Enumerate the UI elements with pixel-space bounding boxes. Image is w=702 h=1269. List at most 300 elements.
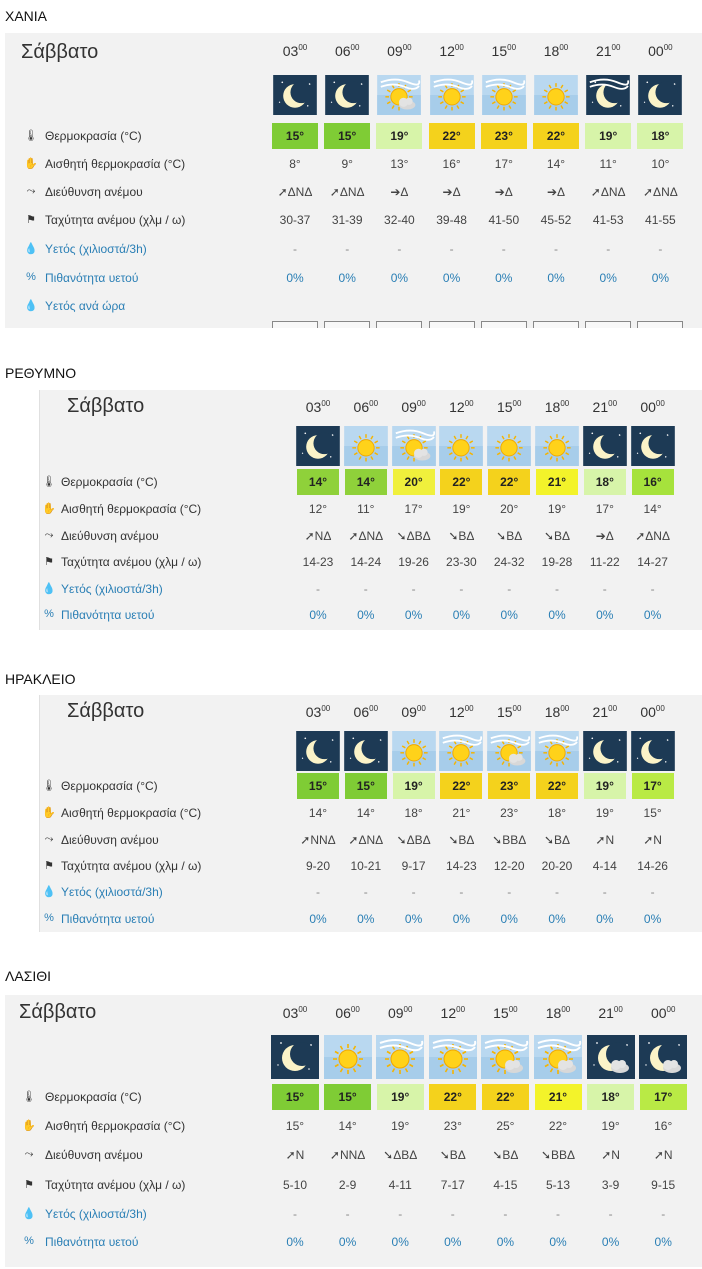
temperature-cell: 23° bbox=[488, 773, 530, 799]
percent-icon: % bbox=[24, 1235, 34, 1247]
thermometer-icon: 🌡 bbox=[22, 1091, 36, 1103]
hour-minutes: 00 bbox=[608, 704, 618, 713]
feels-cell: 16° bbox=[442, 157, 461, 171]
weather-icon-cell bbox=[481, 1035, 529, 1079]
panel-side-rail bbox=[5, 695, 40, 932]
wdir-cell: ➘ΔΒΔ bbox=[383, 1148, 418, 1162]
prob-cell: 0% bbox=[338, 271, 356, 285]
hour-value: 06 bbox=[353, 399, 370, 415]
hour-label bbox=[532, 399, 582, 415]
rain-cell: - bbox=[650, 885, 655, 899]
wind-direction-icon: ⤳ bbox=[44, 833, 54, 845]
weather-icon-cell bbox=[535, 426, 579, 466]
row-label-rain: Υετός (χιλιοστά/3h) bbox=[61, 885, 163, 899]
wspd-cell: 3-9 bbox=[601, 1178, 620, 1192]
wspd-cell: 24-32 bbox=[493, 555, 525, 569]
prob-cell: 0% bbox=[599, 271, 617, 285]
prob-cell: 0% bbox=[496, 1235, 515, 1249]
row-label-prob: Πιθανότητα υετού bbox=[61, 608, 155, 622]
forecast-panel-rethymno bbox=[5, 390, 702, 630]
temperature-cell: 19° bbox=[377, 1084, 424, 1110]
hour-label bbox=[322, 43, 372, 59]
weather-icon-cell bbox=[392, 426, 436, 466]
hour-minutes: 00 bbox=[350, 1005, 360, 1014]
wdir-cell: ➚ΔΝΔ bbox=[348, 529, 384, 543]
hour-value: 00 bbox=[640, 704, 656, 720]
forecast-panel-heraklion bbox=[5, 695, 702, 932]
sun-icon bbox=[344, 426, 388, 466]
row-label-wdir: Διεύθυνση ανέμου bbox=[45, 185, 143, 199]
wspd-cell: 45-52 bbox=[540, 213, 572, 227]
rain-cell: - bbox=[602, 582, 607, 596]
hour-label bbox=[628, 704, 678, 720]
feels-cell: 10° bbox=[651, 157, 670, 171]
hour-value: 06 bbox=[334, 43, 351, 59]
hourly-rain-bar bbox=[533, 321, 579, 328]
hour-label bbox=[389, 704, 439, 720]
rain-cell: - bbox=[459, 885, 464, 899]
hour-value: 15 bbox=[496, 399, 513, 415]
thermometer-icon: 🌡 bbox=[42, 780, 56, 792]
weather-icon-cell bbox=[439, 426, 483, 466]
hour-label bbox=[583, 43, 633, 59]
weather-icon-cell bbox=[429, 1035, 477, 1079]
feels-cell: 9° bbox=[341, 157, 353, 171]
wdir-cell: ➚ΔΝΔ bbox=[635, 529, 670, 543]
temperature-cell: 15° bbox=[297, 773, 339, 799]
feels-cell: 15° bbox=[285, 1119, 305, 1133]
wspd-cell: 9-20 bbox=[305, 859, 331, 873]
rain-cell: - bbox=[507, 885, 512, 899]
percent-icon: % bbox=[44, 912, 54, 924]
wdir-cell: ➘ΒΒΔ bbox=[492, 833, 527, 847]
rain-cell: - bbox=[316, 582, 320, 596]
feels-cell: 14° bbox=[308, 806, 328, 820]
rain-cell: - bbox=[363, 885, 368, 899]
hourly-rain-icon: 💧 bbox=[24, 300, 38, 312]
weather-icon-cell bbox=[344, 426, 388, 466]
hour-label bbox=[484, 399, 534, 415]
row-label-temp: Θερμοκρασία (°C) bbox=[61, 475, 158, 489]
prob-cell: 0% bbox=[643, 912, 662, 926]
rain-cell: - bbox=[658, 242, 663, 256]
row-label-wspd: Ταχύτητα ανέμου (χλμ / ω) bbox=[61, 859, 202, 873]
hour-minutes: 00 bbox=[298, 43, 308, 52]
wdir-cell: ➘ΒΔ bbox=[496, 529, 523, 543]
raindrop-icon: 💧 bbox=[22, 1208, 36, 1220]
wdir-cell: ➘ΒΔ bbox=[543, 529, 571, 543]
feels-cell: 15° bbox=[643, 806, 662, 820]
prob-cell: 0% bbox=[596, 608, 614, 622]
hour-minutes: 00 bbox=[508, 1005, 518, 1014]
section-title-lasithi: ΛΑΣΙΘΙ bbox=[5, 968, 52, 984]
weather-icon-cell bbox=[587, 1035, 635, 1079]
wdir-cell: ➚Ν bbox=[643, 833, 662, 847]
row-label-wspd: Ταχύτητα ανέμου (χλμ / ω) bbox=[61, 555, 202, 569]
row-label-feels: Αισθητή θερμοκρασία (°C) bbox=[45, 157, 186, 171]
hour-minutes: 00 bbox=[402, 43, 412, 52]
section-title-heraklion: ΗΡΑΚΛΕΙΟ bbox=[5, 671, 76, 687]
row-label-rain: Υετός (χιλιοστά/3h) bbox=[61, 582, 163, 596]
hourly-rain-bar-frame bbox=[376, 321, 422, 328]
wspd-cell: 4-14 bbox=[592, 859, 617, 873]
rain-cell: - bbox=[503, 1207, 508, 1221]
row-label-temp: Θερμοκρασία (°C) bbox=[45, 1090, 142, 1104]
hour-label bbox=[389, 399, 439, 415]
temperature-cell: 15° bbox=[272, 1084, 319, 1110]
rain-cell: - bbox=[459, 582, 464, 596]
weather-icon-cell bbox=[344, 731, 388, 771]
row-label-wspd: Ταχύτητα ανέμου (χλμ / ω) bbox=[45, 1178, 186, 1192]
hour-value: 18 bbox=[544, 704, 561, 720]
temperature-cell: 23° bbox=[481, 123, 527, 149]
row-label-prob: Πιθανότητα υετού bbox=[45, 271, 139, 285]
row-label-temp: Θερμοκρασία (°C) bbox=[61, 779, 158, 793]
hour-minutes: 00 bbox=[416, 704, 426, 713]
row-label-prob: Πιθανότητα υετού bbox=[61, 912, 155, 926]
hour-minutes: 00 bbox=[321, 704, 331, 713]
wind-direction-icon: ⤳ bbox=[26, 185, 36, 197]
prob-cell: 0% bbox=[286, 1235, 304, 1249]
moon-icon bbox=[296, 731, 340, 771]
sun-wind-cloud-icon bbox=[392, 426, 436, 466]
wspd-cell: 41-55 bbox=[645, 213, 676, 227]
hour-label bbox=[580, 399, 630, 415]
moon-icon bbox=[631, 731, 675, 771]
feels-cell: 11° bbox=[599, 157, 617, 171]
row-label-temp: Θερμοκρασία (°C) bbox=[45, 129, 142, 143]
flag-icon: ⚑ bbox=[24, 1179, 34, 1191]
weather-icon-cell bbox=[271, 1035, 319, 1079]
rain-cell: - bbox=[507, 582, 512, 596]
rain-cell: - bbox=[606, 242, 611, 256]
hourly-rain-bar bbox=[324, 321, 370, 328]
hour-value: 12 bbox=[449, 399, 465, 415]
wspd-cell: 14-27 bbox=[637, 555, 668, 569]
moon-cloud-icon bbox=[587, 1035, 635, 1079]
moon-icon bbox=[324, 75, 370, 115]
hour-value: 21 bbox=[592, 399, 609, 415]
day-label: Σάββατο bbox=[19, 1001, 97, 1023]
feels-cell: 19° bbox=[391, 1119, 410, 1133]
hour-value: 09 bbox=[401, 399, 417, 415]
hand-icon: ✋ bbox=[42, 807, 56, 819]
prob-cell: 0% bbox=[442, 271, 461, 285]
wspd-cell: 20-20 bbox=[541, 859, 573, 873]
wind-direction-icon: ⤳ bbox=[44, 529, 54, 541]
temperature-cell: 19° bbox=[585, 123, 631, 149]
wdir-cell: ➘ΒΒΔ bbox=[540, 1148, 576, 1162]
wspd-cell: 11-22 bbox=[589, 555, 620, 569]
wdir-cell: ➚ΔΝΔ bbox=[643, 185, 678, 199]
hour-minutes: 00 bbox=[454, 43, 464, 52]
hour-minutes: 00 bbox=[321, 399, 331, 408]
temperature-cell: 15° bbox=[324, 123, 370, 149]
feels-cell: 13° bbox=[390, 157, 409, 171]
hour-value: 18 bbox=[545, 1005, 562, 1021]
prob-cell: 0% bbox=[357, 608, 375, 622]
hand-icon: ✋ bbox=[22, 1120, 36, 1132]
hour-value: 03 bbox=[282, 43, 299, 59]
section-title-chania: ΧΑΝΙΑ bbox=[5, 8, 48, 24]
feels-cell: 17° bbox=[404, 502, 423, 516]
temperature-cell: 22° bbox=[440, 469, 482, 495]
wspd-cell: 14-26 bbox=[637, 859, 668, 873]
prob-cell: 0% bbox=[404, 912, 423, 926]
row-label-rain: Υετός (χιλιοστά/3h) bbox=[45, 1207, 147, 1221]
percent-icon: % bbox=[44, 608, 54, 620]
prob-cell: 0% bbox=[391, 1235, 409, 1249]
hour-label bbox=[436, 399, 486, 415]
hourly-rain-bar-frame bbox=[637, 321, 683, 328]
hour-label bbox=[533, 1005, 583, 1021]
raindrop-icon: 💧 bbox=[42, 886, 56, 898]
row-label-rain: Υετός (χιλιοστά/3h) bbox=[45, 242, 147, 256]
weather-icon-cell bbox=[583, 426, 627, 466]
hour-label bbox=[532, 704, 582, 720]
wdir-cell: ➘ΔΒΔ bbox=[396, 529, 431, 543]
prob-cell: 0% bbox=[495, 271, 513, 285]
hour-value: 06 bbox=[335, 1005, 351, 1021]
hour-value: 15 bbox=[491, 43, 508, 59]
feels-cell: 17° bbox=[494, 157, 513, 171]
wdir-cell: ➔Δ bbox=[442, 185, 461, 199]
wspd-cell: 41-53 bbox=[592, 213, 624, 227]
feels-cell: 19° bbox=[452, 502, 471, 516]
rain-cell: - bbox=[363, 582, 368, 596]
hourly-rain-bar bbox=[585, 321, 631, 328]
rain-cell: - bbox=[398, 1207, 403, 1221]
row-label-feels: Αισθητή θερμοκρασία (°C) bbox=[61, 806, 202, 820]
wspd-cell: 31-39 bbox=[331, 213, 363, 227]
day-label: Σάββατο bbox=[67, 700, 145, 722]
wspd-cell: 32-40 bbox=[384, 213, 415, 227]
wdir-cell: ➚Ν bbox=[653, 1148, 673, 1162]
weather-icon-cell bbox=[481, 75, 527, 115]
hand-icon: ✋ bbox=[24, 158, 38, 170]
weather-icon-cell bbox=[535, 731, 579, 771]
prob-cell: 0% bbox=[548, 608, 566, 622]
prob-cell: 0% bbox=[549, 1235, 567, 1249]
temperature-cell: 19° bbox=[393, 773, 435, 799]
prob-cell: 0% bbox=[548, 912, 566, 926]
hour-label bbox=[293, 704, 343, 720]
hour-label bbox=[375, 1005, 425, 1021]
hour-value: 21 bbox=[592, 704, 609, 720]
sun-icon bbox=[392, 731, 436, 771]
hour-minutes: 00 bbox=[663, 43, 673, 52]
prob-cell: 0% bbox=[357, 912, 375, 926]
rain-cell: - bbox=[293, 242, 297, 256]
hour-value: 15 bbox=[493, 1005, 509, 1021]
sun-icon bbox=[439, 426, 483, 466]
hourly-rain-bar bbox=[376, 321, 422, 328]
temperature-cell: 19° bbox=[376, 123, 422, 149]
feels-cell: 14° bbox=[356, 806, 375, 820]
wdir-cell: ➚ΔΝΔ bbox=[277, 185, 313, 199]
sun-wind-icon bbox=[429, 75, 475, 115]
hour-minutes: 00 bbox=[560, 704, 570, 713]
temperature-cell: 22° bbox=[533, 123, 579, 149]
temperature-cell: 17° bbox=[632, 773, 674, 799]
wdir-cell: ➘ΒΔ bbox=[448, 529, 475, 543]
temperature-cell: 21° bbox=[536, 469, 578, 495]
sun-wind-icon bbox=[376, 1035, 424, 1079]
hour-minutes: 00 bbox=[666, 1005, 676, 1014]
temperature-cell: 15° bbox=[345, 773, 387, 799]
hourly-rain-bar-frame bbox=[585, 321, 631, 328]
wdir-cell: ➚ΝΔ bbox=[304, 529, 332, 543]
hour-minutes: 00 bbox=[507, 43, 517, 52]
wdir-cell: ➔Δ bbox=[546, 185, 566, 199]
moon-icon bbox=[271, 1035, 319, 1079]
wspd-cell: 14-23 bbox=[446, 859, 477, 873]
hour-minutes: 00 bbox=[456, 1005, 466, 1014]
weather-icon-cell bbox=[534, 1035, 582, 1079]
temperature-cell: 22° bbox=[429, 123, 475, 149]
wdir-cell: ➚Ν bbox=[285, 1148, 305, 1162]
hour-minutes: 00 bbox=[464, 399, 474, 408]
temperature-cell: 20° bbox=[393, 469, 435, 495]
prob-cell: 0% bbox=[601, 1235, 620, 1249]
hour-label bbox=[479, 43, 529, 59]
hour-minutes: 00 bbox=[350, 43, 360, 52]
rain-cell: - bbox=[661, 1207, 666, 1221]
hour-value: 00 bbox=[640, 399, 656, 415]
row-label-wspd: Ταχύτητα ανέμου (χλμ / ω) bbox=[45, 213, 186, 227]
wdir-cell: ➘ΔΒΔ bbox=[396, 833, 431, 847]
hour-label bbox=[580, 704, 630, 720]
hour-minutes: 00 bbox=[416, 399, 426, 408]
rain-cell: - bbox=[397, 242, 402, 256]
rain-cell: - bbox=[650, 582, 655, 596]
sun-icon bbox=[535, 426, 579, 466]
weather-icon-cell bbox=[631, 426, 675, 466]
hour-label bbox=[293, 399, 343, 415]
row-label-wdir: Διεύθυνση ανέμου bbox=[61, 833, 159, 847]
hour-label bbox=[436, 704, 486, 720]
hourly-rain-bar-frame bbox=[533, 321, 579, 328]
hour-minutes: 00 bbox=[298, 1005, 308, 1014]
row-label-feels: Αισθητή θερμοκρασία (°C) bbox=[61, 502, 202, 516]
hour-label bbox=[531, 43, 581, 59]
feels-cell: 23° bbox=[500, 806, 519, 820]
rain-cell: - bbox=[554, 242, 558, 256]
hour-minutes: 00 bbox=[561, 1005, 571, 1014]
hour-minutes: 00 bbox=[512, 704, 522, 713]
sun-wind-cloud-icon bbox=[487, 731, 531, 771]
hour-minutes: 00 bbox=[369, 704, 379, 713]
weather-icon-cell bbox=[631, 731, 675, 771]
wdir-cell: ➔Δ bbox=[494, 185, 513, 199]
prob-cell: 0% bbox=[309, 912, 327, 926]
hour-minutes: 00 bbox=[613, 1005, 623, 1014]
temperature-cell: 14° bbox=[345, 469, 387, 495]
wdir-cell: ➚ΝΝΔ bbox=[300, 833, 336, 847]
rain-cell: - bbox=[555, 582, 559, 596]
hour-value: 12 bbox=[439, 43, 455, 59]
row-label-feels: Αισθητή θερμοκρασία (°C) bbox=[45, 1119, 186, 1133]
hour-value: 18 bbox=[544, 399, 561, 415]
forecast-panel-chania bbox=[5, 33, 702, 328]
feels-cell: 25° bbox=[496, 1119, 515, 1133]
temperature-cell: 16° bbox=[632, 469, 674, 495]
prob-cell: 0% bbox=[547, 271, 565, 285]
wdir-cell: ➘ΒΔ bbox=[439, 1148, 466, 1162]
temperature-cell: 14° bbox=[297, 469, 339, 495]
hour-value: 00 bbox=[650, 1005, 667, 1021]
temperature-cell: 22° bbox=[429, 1084, 476, 1110]
feels-cell: 14° bbox=[338, 1119, 357, 1133]
weather-icon-cell bbox=[376, 1035, 424, 1079]
wdir-cell: ➚ΔΝΔ bbox=[590, 185, 626, 199]
prob-cell: 0% bbox=[643, 608, 662, 622]
temperature-cell: 22° bbox=[488, 469, 530, 495]
feels-cell: 18° bbox=[547, 806, 567, 820]
hour-value: 06 bbox=[353, 704, 370, 720]
rain-cell: - bbox=[555, 885, 559, 899]
sun-icon bbox=[533, 75, 579, 115]
feels-cell: 19° bbox=[547, 502, 567, 516]
hourly-rain-bar bbox=[429, 321, 475, 328]
wspd-cell: 41-50 bbox=[488, 213, 520, 227]
temperature-cell: 18° bbox=[584, 469, 626, 495]
temperature-cell: 18° bbox=[637, 123, 683, 149]
wspd-cell: 30-37 bbox=[279, 213, 311, 227]
prob-cell: 0% bbox=[309, 608, 327, 622]
rain-cell: - bbox=[293, 1207, 297, 1221]
wspd-cell: 5-13 bbox=[545, 1178, 571, 1192]
weather-icon-cell bbox=[639, 1035, 687, 1079]
feels-cell: 20° bbox=[500, 502, 519, 516]
day-label: Σάββατο bbox=[67, 395, 145, 417]
rain-cell: - bbox=[316, 885, 320, 899]
wdir-cell: ➚ΝΝΔ bbox=[329, 1148, 366, 1162]
temperature-cell: 19° bbox=[584, 773, 626, 799]
hour-label bbox=[341, 399, 391, 415]
feels-cell: 11° bbox=[357, 502, 375, 516]
wdir-cell: ➘ΒΔ bbox=[448, 833, 475, 847]
sun-icon bbox=[324, 1035, 372, 1079]
hour-value: 03 bbox=[305, 399, 322, 415]
thermometer-icon: 🌡 bbox=[42, 476, 56, 488]
hour-value: 03 bbox=[282, 1005, 299, 1021]
raindrop-icon: 💧 bbox=[24, 243, 38, 255]
flag-icon: ⚑ bbox=[26, 214, 36, 226]
feels-cell: 19° bbox=[595, 806, 614, 820]
wspd-cell: 19-28 bbox=[541, 555, 573, 569]
day-label: Σάββατο bbox=[21, 41, 99, 63]
hour-value: 03 bbox=[305, 704, 322, 720]
hour-value: 21 bbox=[595, 43, 612, 59]
wdir-cell: ➘ΒΔ bbox=[543, 833, 571, 847]
wspd-cell: 12-20 bbox=[493, 859, 525, 873]
feels-cell: 8° bbox=[289, 157, 301, 171]
feels-cell: 17° bbox=[595, 502, 614, 516]
moon-icon bbox=[583, 426, 627, 466]
feels-cell: 21° bbox=[452, 806, 471, 820]
temperature-cell: 17° bbox=[640, 1084, 687, 1110]
hourly-rain-bar bbox=[481, 321, 527, 328]
moon-icon bbox=[272, 75, 318, 115]
wind-direction-icon: ⤳ bbox=[24, 1148, 34, 1160]
wdir-cell: ➚ΔΝΔ bbox=[329, 185, 365, 199]
prob-cell: 0% bbox=[452, 608, 471, 622]
wspd-cell: 14-24 bbox=[350, 555, 382, 569]
temperature-cell: 21° bbox=[535, 1084, 582, 1110]
wspd-cell: 23-30 bbox=[446, 555, 477, 569]
hour-label bbox=[586, 1005, 636, 1021]
